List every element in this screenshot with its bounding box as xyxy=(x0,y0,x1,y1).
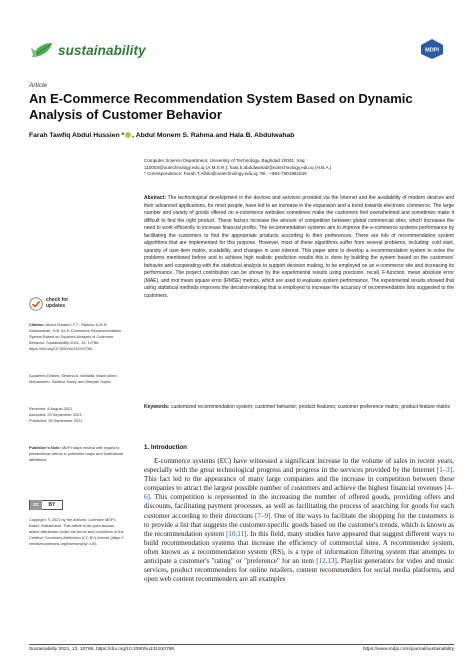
citation-label: Citation: xyxy=(29,322,45,327)
author-list xyxy=(29,132,449,139)
publisher-note-label: Publisher's Note: xyxy=(29,445,61,450)
keywords xyxy=(144,404,454,412)
first-author[interactable]: Farah Tawfiq Abdul Hussien * xyxy=(29,132,125,139)
correspondence: * Correspondence: Farah.T.Alhilo@uotechnology.edu.iq; Tel.: +964-7901981549 xyxy=(144,171,307,177)
copyright-block xyxy=(29,517,125,547)
article-type: Article xyxy=(29,82,48,89)
dates-block xyxy=(29,406,125,424)
publisher-note xyxy=(29,445,125,463)
published-date: Published: 28 September 2021 xyxy=(29,418,83,424)
intro-text: . Playlist generators for video and music services, product recommenders for online retailers, content recommenders for social media platforms, and open web content recommenders are all examples xyxy=(144,557,454,584)
reference-link[interactable]: [10,11] xyxy=(226,529,247,538)
received-date: Received: 8 August 2021 xyxy=(29,406,73,411)
intro-paragraph xyxy=(144,457,454,584)
citation-block xyxy=(29,322,125,352)
intro-text: . One of the ways to facilitate the shopping for the customers is to provide a list that suggests the customer-specific goods based on the customer's trends, which is known as the recommendation system xyxy=(144,511,455,538)
leaf-icon xyxy=(30,41,54,59)
check-updates-line1: check for xyxy=(46,297,69,304)
affiliation-emails[interactable]: 110003@uotechnology.edu.iq (A.M.S.R.); hala.b.abdulwahab@uotechnology.edu.iq (H.B.A.) xyxy=(144,164,332,170)
introduction-body xyxy=(144,457,454,584)
footer-journal-url[interactable]: https://www.mdpi.com/journal/sustainability xyxy=(362,647,454,652)
check-for-updates-button[interactable] xyxy=(29,297,68,311)
footer-journal: Sustainability xyxy=(29,647,58,652)
editors-text: Selama A. Mostafa, Mazin Abed Mohammed, Saleline Kadry and Deepak Gupta xyxy=(29,373,117,385)
paper-title: An E-Commerce Recommendation System Based on Dynamic Analysis of Customer Behavior xyxy=(29,91,413,122)
footer-citation xyxy=(29,647,174,652)
check-updates-line2: updates xyxy=(46,303,66,309)
abstract-label: Abstract: xyxy=(144,195,166,201)
check-updates-icon xyxy=(29,297,43,311)
footer-doi[interactable]: 2021, 13, 10786. https://doi.org/10.3390/su131910786 xyxy=(57,647,175,652)
svg-text:MDPI: MDPI xyxy=(425,47,439,54)
section-heading: 1. Introduction xyxy=(144,444,187,451)
footer-divider xyxy=(29,644,454,645)
abstract-text: The technological development in the devices and services provided via the Internet and the availability of modern devices and their advanced applications, for most people, have led to an increase in the expansion and a trend towards electronic commerce. The large number and variety of goods offered on e-commerce websites sometimes make the customers feel overwhelmed and sometimes make it difficult to find the right product. These factors increase the amount of competition between global commercial sites, which increases the need to work efficiently to increase financial profits. The recommendation systems aim to improve the e-commerce systems performance by facilitating the customers to find the appropriate products according to their preferences. There are lots of recommendation system algorithms that are implemented for this purpose. However, most of these algorithms suffer from several problems, including: cold start, sparsity of user-item matrix, scalability, and changes in user interest. This paper aims to develop a recommendation system to solve the problems mentioned before and to achieve high realistic prediction results this is done by building the system based on the customers' behavior and cooperating with the statistical analysis to support decision making, to be employed on an e-commerce site and increasing its performance. The project contribution can be shown by the experimental results using precision, recall, F-function, mean absolute error (MAE), and root mean square error (RMSE) metrics, which are used to evaluate system performance. The experimental results showed that using statistical methods improves the decision-making that is employed to increase the accuracy of recommendation lists suggested to the customers. xyxy=(144,195,454,299)
intro-text: . In this field, many studies have appeared that suggest different ways to build recommendation systems that increase the efficiency of commercial sites. A recommender system, often known as a recommendation system (RS), is a type of information filtering system that attempts to anticipate a customer's "rating" or "preference" for an item xyxy=(144,529,454,566)
by-label: BY xyxy=(48,502,56,508)
affiliations xyxy=(144,158,454,178)
keywords-text: customized recommendation system; customer behavior; product features; customer preference matrix; product feature matrix xyxy=(170,404,450,410)
affiliation-line: Computer Science Department, University of Technology, Baghdad 10001, Iraq; xyxy=(144,158,306,163)
intro-text: . This competition is represented in the increasing the number of offered goods, providing offers and discounts, facilitating payment processes, as well as facilitating the process of searching for goods for each customer according to their directions xyxy=(144,493,454,520)
other-authors: , Abdul Monem S. Rahma and Hala B. Abdulwahab xyxy=(132,132,295,139)
keywords-label: Keywords: xyxy=(144,404,170,410)
mdpi-logo-icon xyxy=(420,38,444,60)
intro-text: E-commerce systems (EC) have witnessed a significant increase in the volume of sales in recent years, especially with the great technological progress and progress in the services provided by the Internet xyxy=(144,457,454,475)
cc-by-license-icon[interactable] xyxy=(29,500,63,510)
reference-link[interactable]: [7–9] xyxy=(255,511,271,520)
intro-text: . This fact led to the appearance of many large companies and the increase in competition between these companies to attract the largest possible number of customers and achieve the highest financial revenues xyxy=(144,466,454,493)
orcid-icon[interactable] xyxy=(125,132,131,138)
journal-logo xyxy=(30,41,54,59)
citation-text: Abdul Hussien, F.T.; Rahma, A.M.S.; Abdulwahab, H.B. An E-Commerce Recommendation System Based on Dynamic Analysis of Customer Behavior. Sustainability 2021, 13, 10786. https://doi.org/10.3390/su131910786 xyxy=(29,322,122,352)
cc-label: cc xyxy=(30,500,42,510)
publisher-note-text: MDPI stays neutral with regard to jurisdictional claims in published maps and institutional affiliations. xyxy=(29,445,124,463)
abstract xyxy=(144,195,454,300)
reference-link[interactable]: [1–3] xyxy=(436,466,453,475)
reference-link[interactable]: [4–6] xyxy=(144,484,454,502)
editors-block xyxy=(29,373,125,385)
copyright-text: Copyright: © 2021 by the authors. Licensee MDPI, Basel, Switzerland. This article is an open access article distributed under the terms and conditions of the Creative Commons Attribution (CC BY) license (https:// creativecommons.org/licenses/by/ 4.0/). xyxy=(29,517,124,547)
reference-link[interactable]: [12,13] xyxy=(316,557,337,566)
accepted-date: Accepted: 23 September 2021 xyxy=(29,412,82,418)
journal-name: sustainability xyxy=(58,43,146,58)
editors-label: Academic Editors: xyxy=(29,373,61,378)
